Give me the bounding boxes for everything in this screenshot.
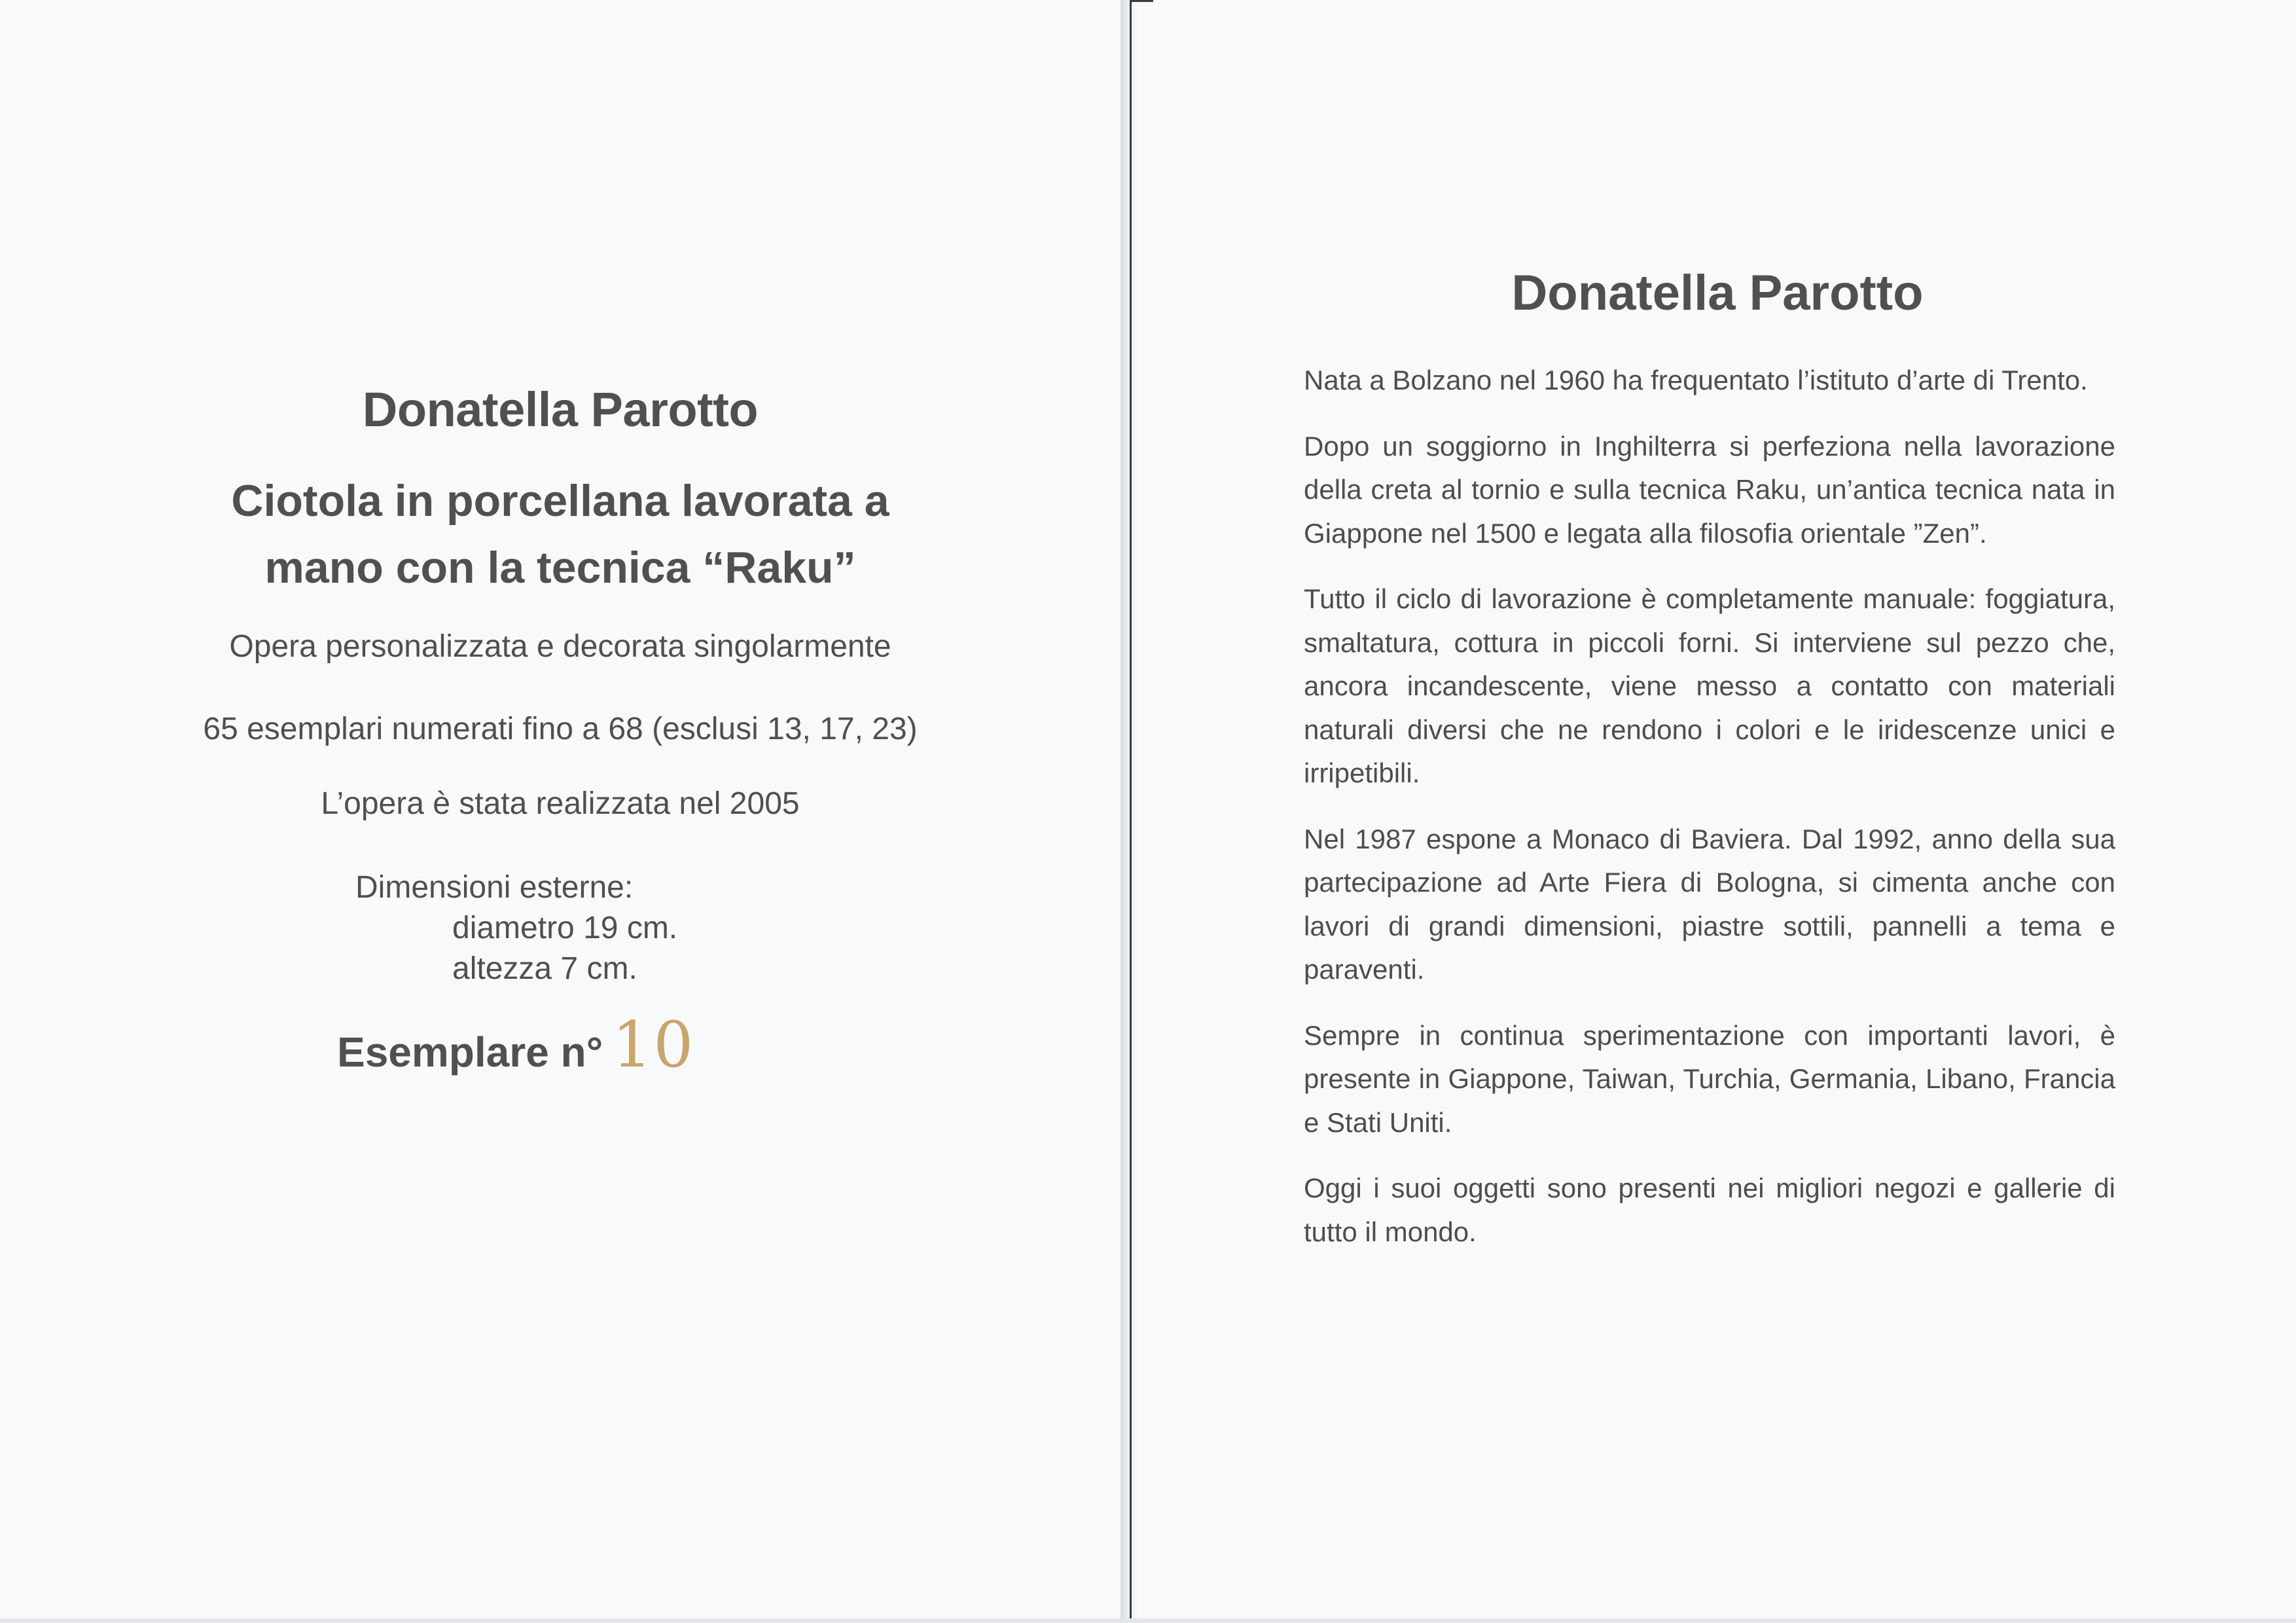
bio-paragraph: Tutto il ciclo di lavorazione è completamente manuale: foggiatura, smaltatura, cottura in piccoli forni. Si interviene sul pezzo che, ancora incandescente, viene messo a contatto con materiali naturali diversi che ne rendono i colori e le iridescenze unici e irripetibili. bbox=[1304, 583, 2115, 788]
bio-paragraph: Nata a Bolzano nel 1960 ha frequentato l’istituto d’arte di Trento. bbox=[1304, 365, 2088, 395]
copy-number-label: Esemplare n° bbox=[337, 1029, 603, 1076]
bio-artist-name: Donatella Parotto bbox=[1511, 265, 1924, 321]
left-card-content bbox=[0, 380, 1121, 1082]
work-title bbox=[0, 467, 1121, 601]
artist-biography bbox=[1304, 359, 2115, 1276]
bio-paragraph: Oggi i suoi oggetti sono presenti nei migliori negozi e gallerie di tutto il mondo. bbox=[1304, 1173, 2115, 1247]
handwritten-copy-number: 10 bbox=[612, 1008, 695, 1082]
bio-paragraph: Sempre in continua sperimentazione con importanti lavori, è presente in Giappone, Taiwan, Turchia, Germania, Libano, Francia e Stati Uniti. bbox=[1304, 1019, 2115, 1138]
edition-info: 65 esemplari numerati fino a 68 (esclusi 13, 17, 23) bbox=[203, 712, 918, 746]
dimensions-block bbox=[355, 867, 677, 989]
bio-paragraph: Nel 1987 espone a Monaco di Baviera. Dal 1992, anno della sua partecipazione ad Arte Fiera di Bologna, si cimenta anche con lavori di grandi dimensioni, piastre sottili, pannelli a tema e paraventi. bbox=[1304, 823, 2115, 985]
artist-name: Donatella Parotto bbox=[362, 382, 759, 437]
work-subtitle: Opera personalizzata e decorata singolarmente bbox=[229, 629, 891, 664]
dimension-height: altezza 7 cm. bbox=[452, 951, 637, 986]
bio-paragraph: Dopo un soggiorno in Inghilterra si perfeziona nella lavorazione della creta al tornio e sulla tecnica Raku, un’antica tecnica nata in Giappone nel 1500 e legata alla filosofia orientale ”Zen”. bbox=[1304, 430, 2115, 549]
copy-number-line bbox=[337, 1008, 694, 1082]
work-title-line-2: mano con la tecnica “Raku” bbox=[264, 543, 856, 593]
card-corner-mark bbox=[1130, 0, 1153, 2]
scan-bottom-edge bbox=[0, 1618, 2296, 1623]
dimensions-label: Dimensioni esterne: bbox=[355, 870, 634, 905]
work-title-line-1: Ciotola in porcellana lavorata a bbox=[231, 476, 889, 526]
dimension-diameter: diametro 19 cm. bbox=[452, 911, 678, 945]
card-fold-line bbox=[1130, 0, 1132, 1623]
year-info: L’opera è stata realizzata nel 2005 bbox=[321, 786, 800, 821]
